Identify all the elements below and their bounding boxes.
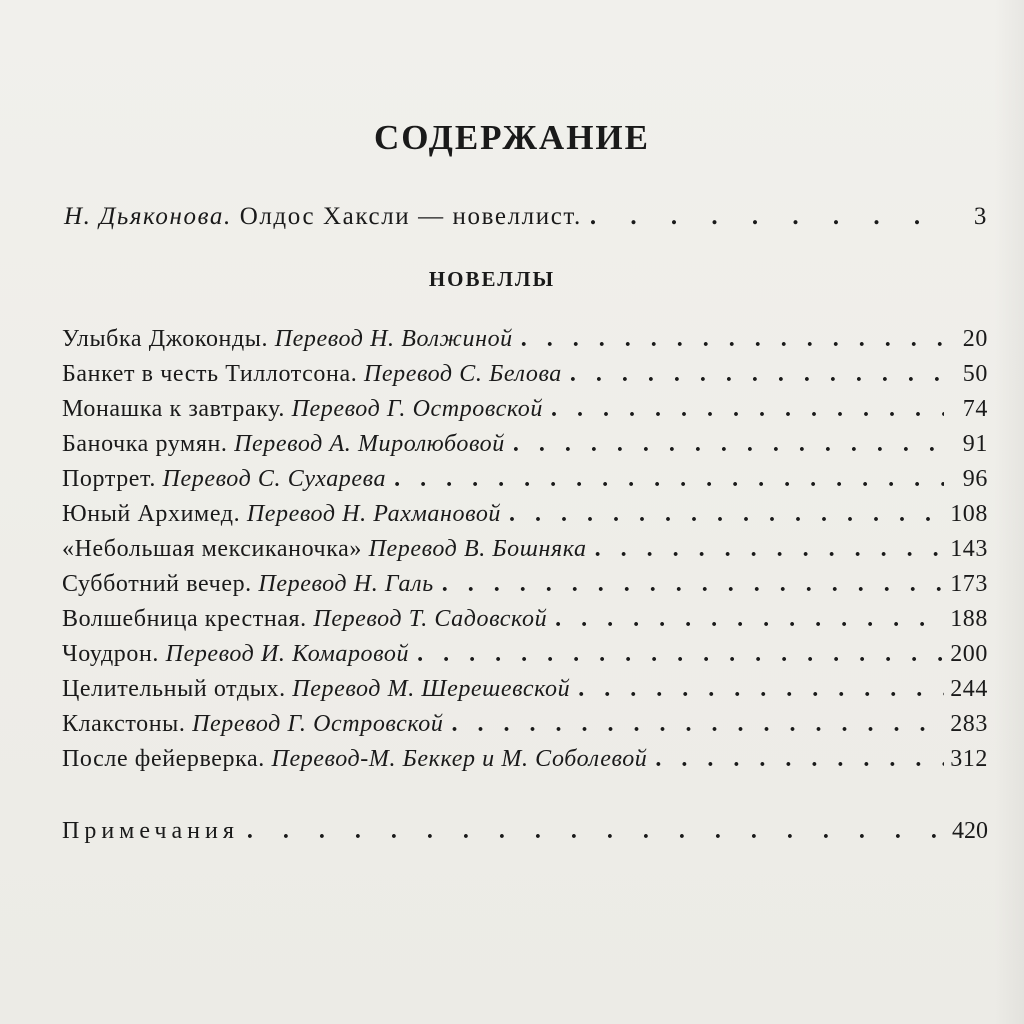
notes-entry bbox=[62, 818, 988, 845]
entry-page-number: 188 bbox=[950, 606, 988, 632]
entry-page-number: 200 bbox=[950, 641, 988, 667]
leader-dots bbox=[555, 606, 944, 633]
entry-page-number: 143 bbox=[950, 536, 988, 562]
entry-title: Монашка к завтраку. bbox=[62, 396, 285, 422]
entry-translator: Перевод М. Шерешевской bbox=[292, 676, 571, 702]
intro-title: Олдос Хаксли — новеллист. bbox=[239, 203, 582, 230]
entry-title: «Небольшая мексиканочка» bbox=[62, 536, 362, 562]
entry-title: Юный Архимед. bbox=[62, 501, 241, 527]
leader-dots bbox=[521, 326, 944, 353]
intro-page-number: 3 bbox=[973, 203, 988, 230]
entry-title: Чоудрон. bbox=[62, 641, 160, 667]
toc-entry bbox=[62, 676, 988, 711]
entry-page-number: 312 bbox=[950, 746, 988, 772]
entry-title: Клакстоны. bbox=[62, 711, 186, 737]
entry-translator: Перевод-М. Беккер и М. Соболевой bbox=[271, 746, 648, 772]
notes-label: Примечания bbox=[62, 818, 239, 844]
notes-page-number: 420 bbox=[952, 818, 988, 844]
toc-entry bbox=[62, 641, 988, 676]
leader-dots bbox=[247, 818, 944, 845]
entry-title: Портрет. bbox=[62, 466, 156, 492]
entry-page-number: 91 bbox=[962, 431, 988, 457]
entry-translator: Перевод Н. Рахмановой bbox=[246, 501, 502, 527]
intro-entry bbox=[64, 203, 988, 243]
entry-page-number: 50 bbox=[962, 361, 988, 387]
entry-translator: Перевод С. Сухарева bbox=[162, 466, 387, 492]
entry-translator: Перевод И. Комаровой bbox=[165, 641, 410, 667]
leader-dots bbox=[595, 536, 944, 563]
entry-title: Улыбка Джоконды. bbox=[62, 326, 269, 352]
leader-dots bbox=[394, 466, 944, 493]
entry-title: После фейерверка. bbox=[62, 746, 265, 772]
entry-translator: Перевод А. Миролюбовой bbox=[234, 431, 505, 457]
leader-dots bbox=[578, 676, 944, 703]
leader-dots bbox=[570, 361, 944, 388]
toc-entry bbox=[62, 571, 988, 606]
entry-translator: Перевод Н. Галь bbox=[258, 571, 434, 597]
toc-entry bbox=[62, 501, 988, 536]
entry-title: Целительный отдых. bbox=[62, 676, 286, 702]
entry-translator: Перевод Т. Садовской bbox=[313, 606, 548, 632]
entry-page-number: 20 bbox=[962, 326, 988, 352]
entry-translator: Перевод В. Бошняка bbox=[368, 536, 587, 562]
toc-entry bbox=[62, 396, 988, 431]
toc-entry bbox=[62, 536, 988, 571]
toc-entry bbox=[62, 746, 988, 781]
leader-dots bbox=[590, 203, 944, 231]
entry-title: Субботний вечер. bbox=[62, 571, 252, 597]
leader-dots bbox=[655, 746, 944, 773]
intro-author: Н. Дьяконова. bbox=[64, 203, 232, 230]
toc-entry bbox=[62, 606, 988, 641]
toc-list bbox=[62, 326, 988, 781]
entry-translator: Перевод С. Белова bbox=[363, 361, 562, 387]
page-edge-shade bbox=[994, 0, 1024, 1024]
entry-page-number: 96 bbox=[962, 466, 988, 492]
entry-translator: Перевод Г. Островской bbox=[192, 711, 444, 737]
toc-entry bbox=[62, 711, 988, 746]
leader-dots bbox=[452, 711, 944, 738]
leader-dots bbox=[513, 431, 944, 458]
leader-dots bbox=[551, 396, 944, 423]
entry-title: Волшебница крестная. bbox=[62, 606, 307, 632]
leader-dots bbox=[442, 571, 944, 598]
section-title: НОВЕЛЛЫ bbox=[428, 267, 556, 291]
entry-translator: Перевод Н. Волжиной bbox=[274, 326, 513, 352]
toc-entry bbox=[62, 361, 988, 396]
entry-page-number: 244 bbox=[950, 676, 988, 702]
entry-page-number: 283 bbox=[950, 711, 988, 737]
entry-page-number: 74 bbox=[962, 396, 988, 422]
leader-dots bbox=[417, 641, 944, 668]
toc-entry bbox=[62, 431, 988, 466]
entry-translator: Перевод Г. Островской bbox=[291, 396, 543, 422]
entry-page-number: 108 bbox=[950, 501, 988, 527]
toc-entry bbox=[62, 466, 988, 501]
entry-title: Баночка румян. bbox=[62, 431, 228, 457]
leader-dots bbox=[509, 501, 944, 528]
entry-title: Банкет в честь Тиллотсона. bbox=[62, 361, 358, 387]
page-title: СОДЕРЖАНИЕ bbox=[373, 118, 650, 157]
entry-page-number: 173 bbox=[950, 571, 988, 597]
toc-entry bbox=[62, 326, 988, 361]
